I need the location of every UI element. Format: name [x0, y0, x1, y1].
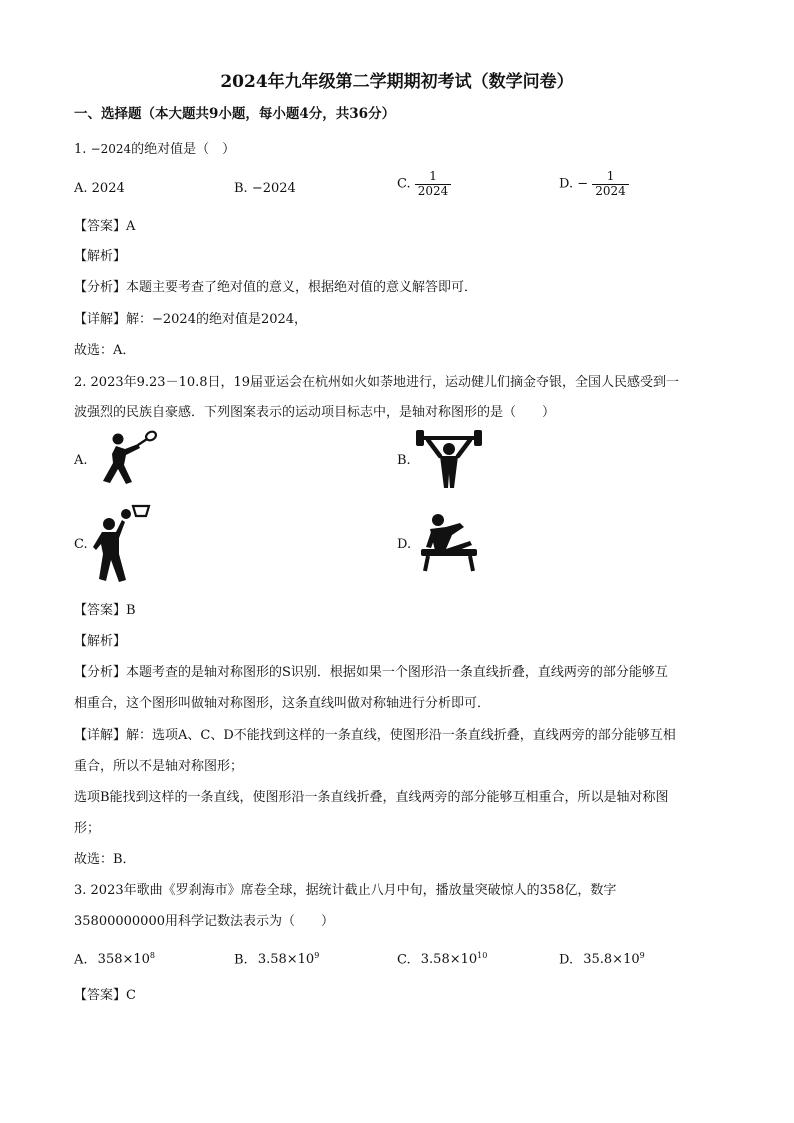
q3-option-d-base: 35.8×10 — [583, 952, 640, 968]
q1-conclusion: 故选：A． — [74, 343, 136, 358]
q1-stem — [74, 142, 235, 158]
q1-option-c-denominator: 2024 — [417, 183, 449, 198]
q2-fenxi-line2: 相重合，这个图形叫做轴对称图形，这条直线叫做对称轴进行分析即可． — [74, 696, 491, 711]
q2-conclusion: 故选：B． — [74, 852, 136, 867]
q1-stem-text: 的绝对值是（ ） — [131, 142, 236, 157]
q2-stem-line1: 2. 2023年9.23－10.8日，19届亚运会在杭州如火如荼地进行，运动健儿们摘金夺银，全国人民感受到一 — [74, 375, 680, 390]
q3-option-a — [74, 951, 155, 968]
q2-option-b-label: B. — [397, 453, 411, 468]
q3-option-c-base: 3.58×10 — [420, 952, 478, 968]
q2-xiangjie-line2: 重合，所以不是轴对称图形； — [74, 759, 244, 774]
q1-option-d-denominator: 2024 — [595, 183, 626, 198]
q2-xiangjie-line3: 选项B能找到这样的一条直线，使图形沿一条直线折叠，直线两旁的部分能够互相重合，所以是轴对称图 — [74, 790, 669, 805]
q1-fenxi: 【分析】本题主要考查了绝对值的意义，根据绝对值的意义解答即可． — [74, 280, 478, 295]
q3-option-a-label: A. — [74, 952, 88, 968]
q1-option-c-fraction — [415, 170, 452, 199]
q3-answer: 【答案】C — [74, 988, 136, 1003]
q1-option-d-label: D. — [559, 176, 574, 192]
gymnast-pommel-horse-icon — [416, 511, 482, 573]
q1-option-b: B. −2024 — [234, 181, 296, 196]
q1-option-c-label: C. — [397, 176, 411, 192]
q2-option-a-label: A. — [74, 453, 88, 468]
q1-xiangjie: 【详解】解：−2024的绝对值是2024， — [74, 312, 308, 327]
q2-analysis-heading: 【解析】 — [74, 634, 127, 649]
section-heading: 一、选择题（本大题共9小题，每小题4分，共36分） — [74, 106, 396, 122]
q1-number: 1. — [74, 142, 87, 157]
q3-option-d — [559, 951, 645, 968]
q3-option-a-base: 358×10 — [97, 952, 150, 968]
q3-option-b-base: 3.58×10 — [257, 952, 315, 968]
q3-option-d-exponent: 9 — [639, 951, 645, 960]
q1-expression: −2024 — [90, 142, 132, 156]
q2-stem-line2: 波强烈的民族自豪感．下列图案表示的运动项目标志中，是轴对称图形的是（ ） — [74, 405, 556, 420]
q3-option-c-exponent: 10 — [477, 951, 488, 960]
q3-stem-line2: 35800000000用科学记数法表示为（ ） — [74, 914, 334, 929]
q1-analysis-heading: 【解析】 — [74, 249, 127, 264]
q1-option-a: A. 2024 — [74, 181, 125, 196]
q1-answer: 【答案】A — [74, 219, 136, 234]
q2-answer: 【答案】B — [74, 603, 136, 618]
q3-option-b-label: B. — [234, 952, 248, 968]
q3-option-a-exponent: 8 — [149, 951, 156, 960]
q3-option-c — [397, 951, 487, 968]
q3-option-d-label: D. — [559, 952, 574, 968]
q2-xiangjie-line1: 【详解】解：选项A、C、D不能找到这样的一条直线，使图形沿一条直线折叠，直线两旁的部分能够互相 — [74, 728, 676, 743]
q3-stem-line1: 3. 2023年歌曲《罗刹海市》席卷全球，据统计截止八月中旬，播放量突破惊人的358亿，数字 — [74, 883, 617, 898]
page-title: 2024年九年级第二学期期初考试（数学问卷） — [220, 72, 574, 92]
q2-xiangjie-line4: 形； — [74, 821, 101, 836]
weightlifter-icon — [414, 428, 484, 490]
q1-option-c-numerator: 1 — [415, 170, 452, 185]
q1-option-d — [559, 170, 629, 199]
q1-option-d-sign: − — [577, 176, 589, 192]
tennis-player-icon — [94, 430, 160, 488]
q2-option-c-label: C. — [74, 537, 88, 552]
q1-option-d-numerator: 1 — [592, 170, 629, 185]
q1-option-d-fraction — [592, 170, 629, 199]
q2-fenxi-line1: 【分析】本题考查的是轴对称图形的S识别．根据如果一个图形沿一条直线折叠，直线两旁的部分能够互 — [74, 665, 668, 680]
q3-option-b — [234, 951, 319, 968]
q3-option-b-exponent: 9 — [314, 951, 320, 960]
q3-option-c-label: C. — [397, 952, 411, 968]
q2-option-d-label: D. — [397, 537, 412, 552]
basketball-player-icon — [92, 502, 154, 584]
q1-option-c — [397, 170, 451, 199]
